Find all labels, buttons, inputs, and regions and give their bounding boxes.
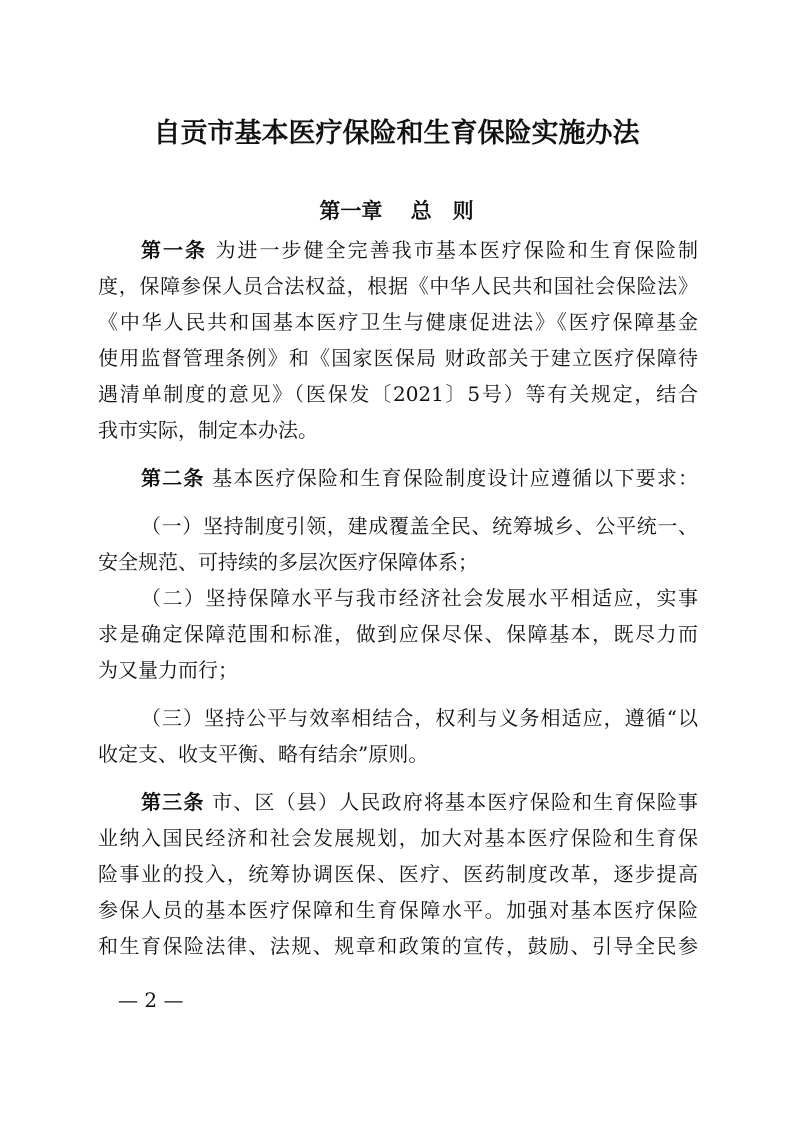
article-1-line-2: 度，保障参保人员合法权益，根据《中华人民共和国社会保险法》 xyxy=(98,274,698,298)
article-2-item-2-line-3: 为又量力而行； xyxy=(98,658,238,682)
chapter-heading: 第一章 总 则 xyxy=(319,198,474,223)
article-2-item-2-line-1: （二）坚持保障水平与我市经济社会发展水平相适应，实事 xyxy=(141,586,698,610)
article-1-line-3: 《中华人民共和国基本医疗卫生与健康促进法》《医疗保障基金 xyxy=(98,310,698,334)
article-3-line-5: 和生育保险法律、法规、规章和政策的宣传，鼓励、引导全民参 xyxy=(98,934,698,958)
article-3-line-3: 险事业的投入，统筹协调医保、医疗、医药制度改革，逐步提高 xyxy=(98,862,698,886)
article-2-item-2-line-2: 求是确定保障范围和标准，做到应保尽保、保障基本，既尽力而 xyxy=(98,622,698,646)
article-2-line-1 xyxy=(141,460,698,496)
article-1-line-6: 我市实际，制定本办法。 xyxy=(98,418,318,442)
document-title: 自贡市基本医疗保险和生育保险实施办法 xyxy=(153,118,640,149)
article-2-item-1-line-2: 安全规范、可持续的多层次医疗保障体系； xyxy=(98,550,478,574)
article-1-line-5: 遇清单制度的意见》（医保发〔2021〕5号）等有关规定，结合 xyxy=(98,382,698,406)
article-2-item-1-line-1: （一）坚持制度引领，建成覆盖全民、统筹城乡、公平统一、 xyxy=(141,514,698,538)
article-2-item-3-line-1: （三）坚持公平与效率相结合，权利与义务相适应，遵循“以 xyxy=(141,706,698,730)
article-2-label: 第二条 xyxy=(141,466,205,490)
article-3-line-4: 参保人员的基本医疗保障和生育保障水平。加强对基本医疗保险 xyxy=(98,898,698,922)
article-2-text: 基本医疗保险和生育保险制度设计应遵循以下要求： xyxy=(212,466,698,490)
article-3-line-2: 业纳入国民经济和社会发展规划，加大对基本医疗保险和生育保 xyxy=(98,826,698,850)
article-1-text: 为进一步健全完善我市基本医疗保险和生育保险制 xyxy=(215,238,698,262)
article-2-item-3-line-2: 收定支、收支平衡、略有结余”原则。 xyxy=(98,742,429,766)
article-3-line-1 xyxy=(141,784,698,820)
page-number: — 2 — xyxy=(118,988,184,1012)
article-1-label: 第一条 xyxy=(141,238,208,262)
article-3-text: 市、区（县）人民政府将基本医疗保险和生育保险事 xyxy=(212,790,698,814)
article-1-line-4: 使用监督管理条例》和《国家医保局 财政部关于建立医疗保障待 xyxy=(98,346,698,370)
article-3-label: 第三条 xyxy=(141,790,205,814)
article-1-line-1 xyxy=(141,232,698,268)
